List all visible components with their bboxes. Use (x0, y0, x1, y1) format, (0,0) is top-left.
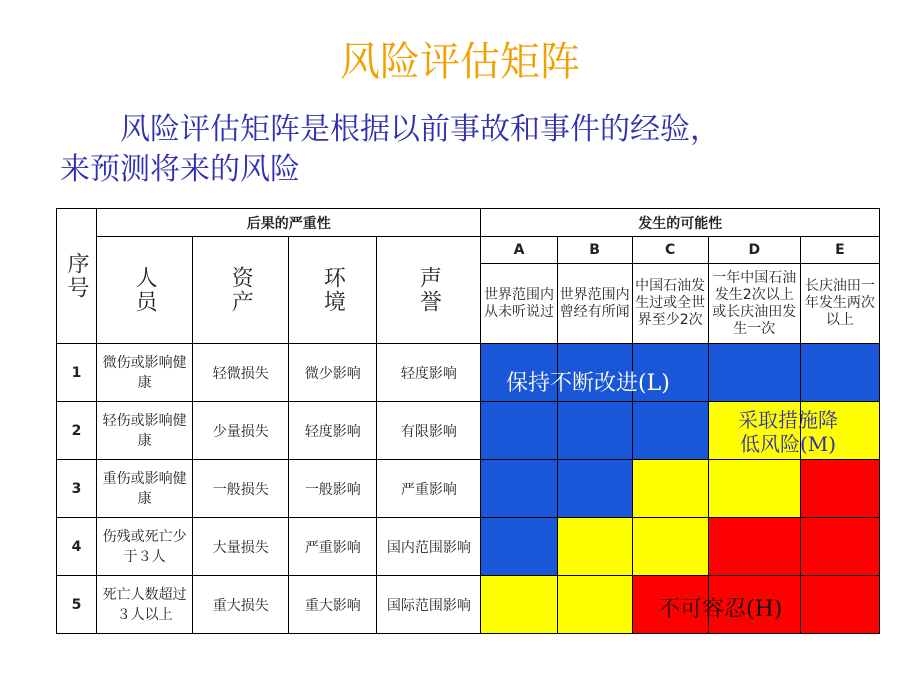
risk-cell-yellow (557, 518, 632, 576)
environment-consequence: 轻度影响 (289, 402, 377, 460)
likelihood-desc-d: 一年中国石油发生2次以上或长庆油田发生一次 (708, 264, 800, 344)
row-number: 4 (57, 518, 97, 576)
risk-cell-blue (557, 460, 632, 518)
likelihood-desc-e: 长庆油田一年发生两次以上 (800, 264, 879, 344)
risk-cell-red (800, 576, 879, 634)
likelihood-letter-a: A (481, 237, 557, 264)
likelihood-desc-c: 中国石油发生过或全世界至少2次 (632, 264, 708, 344)
risk-cell-yellow (708, 460, 800, 518)
zone-label-medium-line2: 低风险(M) (739, 432, 837, 456)
environment-consequence: 一般影响 (289, 460, 377, 518)
risk-cell-blue (481, 518, 557, 576)
reputation-consequence: 轻度影响 (377, 344, 481, 402)
risk-cell-blue (557, 402, 632, 460)
likelihood-letter-c: C (632, 237, 708, 264)
row-number: 1 (57, 344, 97, 402)
subtitle-line-2: 来预测将来的风险 (60, 152, 300, 187)
page-title: 风险评估矩阵 (340, 39, 580, 85)
row-number: 3 (57, 460, 97, 518)
risk-cell-yellow (481, 576, 557, 634)
risk-cell-yellow (557, 576, 632, 634)
people-consequence: 死亡人数超过３人以上 (97, 576, 193, 634)
people-consequence: 微伤或影响健康 (97, 344, 193, 402)
likelihood-desc-b: 世界范围内曾经有所闻 (557, 264, 632, 344)
risk-cell-red (800, 518, 879, 576)
likelihood-desc-a: 世界范围内从未听说过 (481, 264, 557, 344)
risk-cell-yellow (632, 518, 708, 576)
consequence-header: 后果的严重性 (97, 209, 481, 237)
risk-cell-yellow (632, 460, 708, 518)
matrix-row (57, 518, 880, 576)
reputation-consequence: 有限影响 (377, 402, 481, 460)
asset-consequence: 大量损失 (193, 518, 289, 576)
matrix-row (57, 460, 880, 518)
people-consequence: 重伤或影响健康 (97, 460, 193, 518)
likelihood-letter-e: E (800, 237, 879, 264)
zone-label-medium (738, 408, 838, 456)
reputation-consequence: 国际范围影响 (377, 576, 481, 634)
col-header-environment: 环境 (289, 237, 377, 344)
environment-consequence: 微少影响 (289, 344, 377, 402)
col-header-asset: 资产 (193, 237, 289, 344)
seq-header: 序号 (57, 209, 97, 344)
row-number: 2 (57, 402, 97, 460)
asset-consequence: 轻微损失 (193, 344, 289, 402)
reputation-consequence: 严重影响 (377, 460, 481, 518)
asset-consequence: 少量损失 (193, 402, 289, 460)
people-consequence: 伤残或死亡少于３人 (97, 518, 193, 576)
col-header-reputation: 声誉 (377, 237, 481, 344)
likelihood-letter-b: B (557, 237, 632, 264)
likelihood-header: 发生的可能性 (481, 209, 880, 237)
environment-consequence: 严重影响 (289, 518, 377, 576)
risk-cell-blue (708, 344, 800, 402)
risk-cell-blue (800, 344, 879, 402)
risk-cell-red (708, 518, 800, 576)
risk-cell-blue (632, 402, 708, 460)
risk-cell-red (800, 460, 879, 518)
zone-label-low: 保持不断改进(L) (506, 371, 670, 396)
environment-consequence: 重大影响 (289, 576, 377, 634)
asset-consequence: 一般损失 (193, 460, 289, 518)
subtitle-line-1: 风险评估矩阵是根据以前事故和事件的经验， (120, 112, 720, 147)
likelihood-letter-d: D (708, 237, 800, 264)
matrix-row (57, 344, 880, 402)
risk-cell-blue (481, 460, 557, 518)
row-number: 5 (57, 576, 97, 634)
reputation-consequence: 国内范围影响 (377, 518, 481, 576)
risk-cell-blue (481, 402, 557, 460)
zone-label-high: 不可容忍(H) (658, 597, 783, 622)
people-consequence: 轻伤或影响健康 (97, 402, 193, 460)
zone-label-medium-line1: 采取措施降 (738, 408, 838, 432)
asset-consequence: 重大损失 (193, 576, 289, 634)
col-header-people: 人员 (97, 237, 193, 344)
